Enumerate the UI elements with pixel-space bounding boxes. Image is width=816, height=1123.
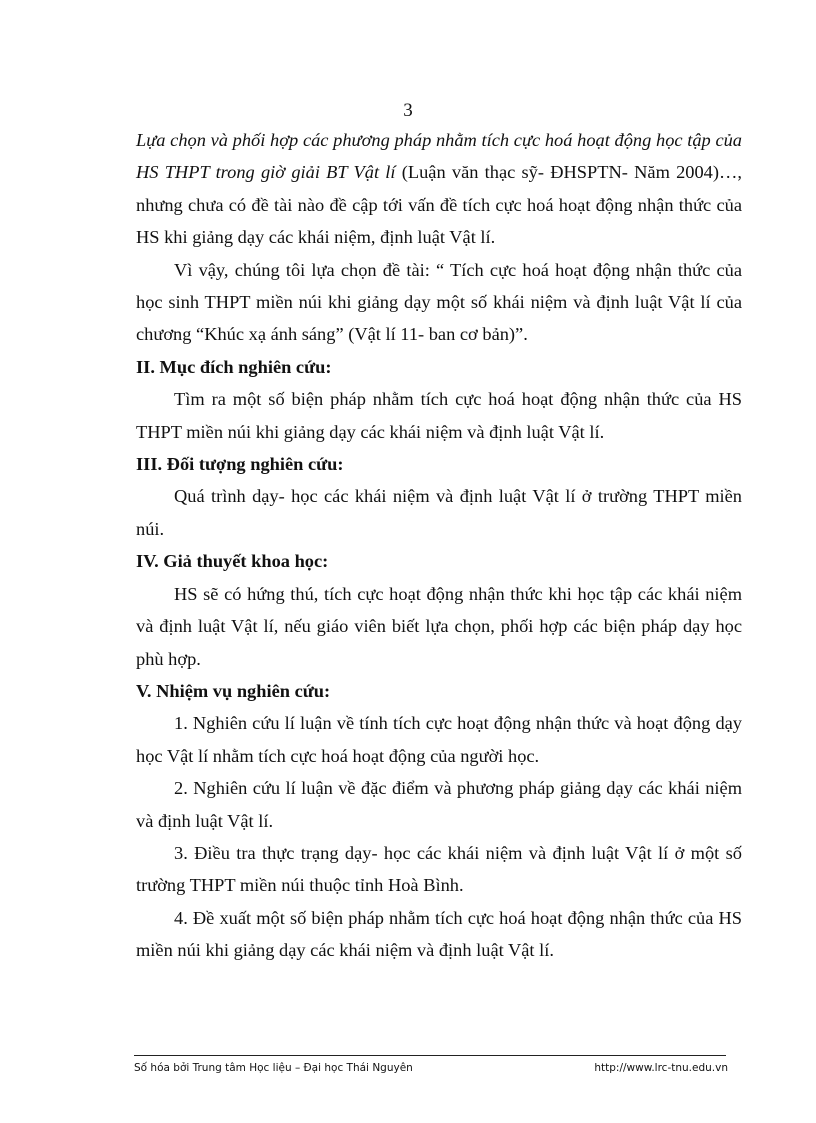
task-item-2: 2. Nghiên cứu lí luận về đặc điểm và phương pháp giảng dạy các khái niệm và định luật Vật lí. — [136, 778, 742, 831]
page-footer — [134, 1060, 728, 1080]
purpose-heading: II. Mục đích nghiên cứu: — [136, 356, 332, 377]
tasks-heading: V. Nhiệm vụ nghiên cứu: — [136, 680, 331, 701]
task-item-4: 4. Đề xuất một số biện pháp nhằm tích cực hoá hoạt động nhận thức của HS miền núi khi giảng dạy các khái niệm và định luật Vật lí. — [136, 907, 742, 961]
reason-paragraph: Vì vậy, chúng tôi lựa chọn đề tài: “ Tích cực hoá hoạt động nhận thức của học sinh THPT miền núi khi giảng dạy một số khái niệm và định luật Vật lí của chương “Khúc xạ ánh sáng” (Vật lí 11- ban cơ bản)”. — [136, 259, 742, 345]
subject-heading: III. Đối tượng nghiên cứu: — [136, 454, 344, 475]
task-item-3: 3. Điều tra thực trạng dạy- học các khái niệm và định luật Vật lí ở một số trường THPT miền núi thuộc tỉnh Hoà Bình. — [136, 842, 742, 896]
intro-title-italic: Lựa chọn và phối hợp các phương pháp nhằm tích cực hoá hoạt động học tập của HS THPT trong giờ giải BT Vật lí — [136, 130, 742, 183]
subject-text: Quá trình dạy- học các khái niệm và định luật Vật lí ở trường THPT miền núi. — [136, 486, 742, 539]
intro-paragraph — [136, 124, 742, 254]
hypothesis-heading: IV. Giả thuyết khoa học: — [136, 551, 329, 572]
footer-url[interactable]: http://www.lrc-tnu.edu.vn — [594, 1062, 728, 1074]
task-item-1: 1. Nghiên cứu lí luận về tính tích cực hoạt động nhận thức và hoạt động dạy học Vật lí nhằm tích cực hoá hoạt động của người học. — [136, 713, 742, 766]
purpose-text: Tìm ra một số biện pháp nhằm tích cực hoá hoạt động nhận thức của HS THPT miền núi khi giảng dạy các khái niệm và định luật Vật lí. — [136, 389, 742, 442]
intro-rest: (Luận văn thạc sỹ- ĐHSPTN- Năm 2004)…, nhưng chưa có đề tài nào đề cập tới vấn đề tích cực hoá hoạt động nhận thức của HS khi giảng dạy các khái niệm, định luật Vật lí. — [136, 162, 742, 248]
footer-source-text: Số hóa bởi Trung tâm Học liệu – Đại học Thái Nguyên — [134, 1062, 413, 1074]
footer-divider — [134, 1055, 726, 1056]
page-number: 3 — [403, 100, 413, 121]
hypothesis-text: HS sẽ có hứng thú, tích cực hoạt động nhận thức khi học tập các khái niệm và định luật Vật lí, nếu giáo viên biết lựa chọn, phối hợp các biện pháp dạy học phù hợp. — [136, 583, 742, 669]
document-body — [136, 124, 742, 967]
